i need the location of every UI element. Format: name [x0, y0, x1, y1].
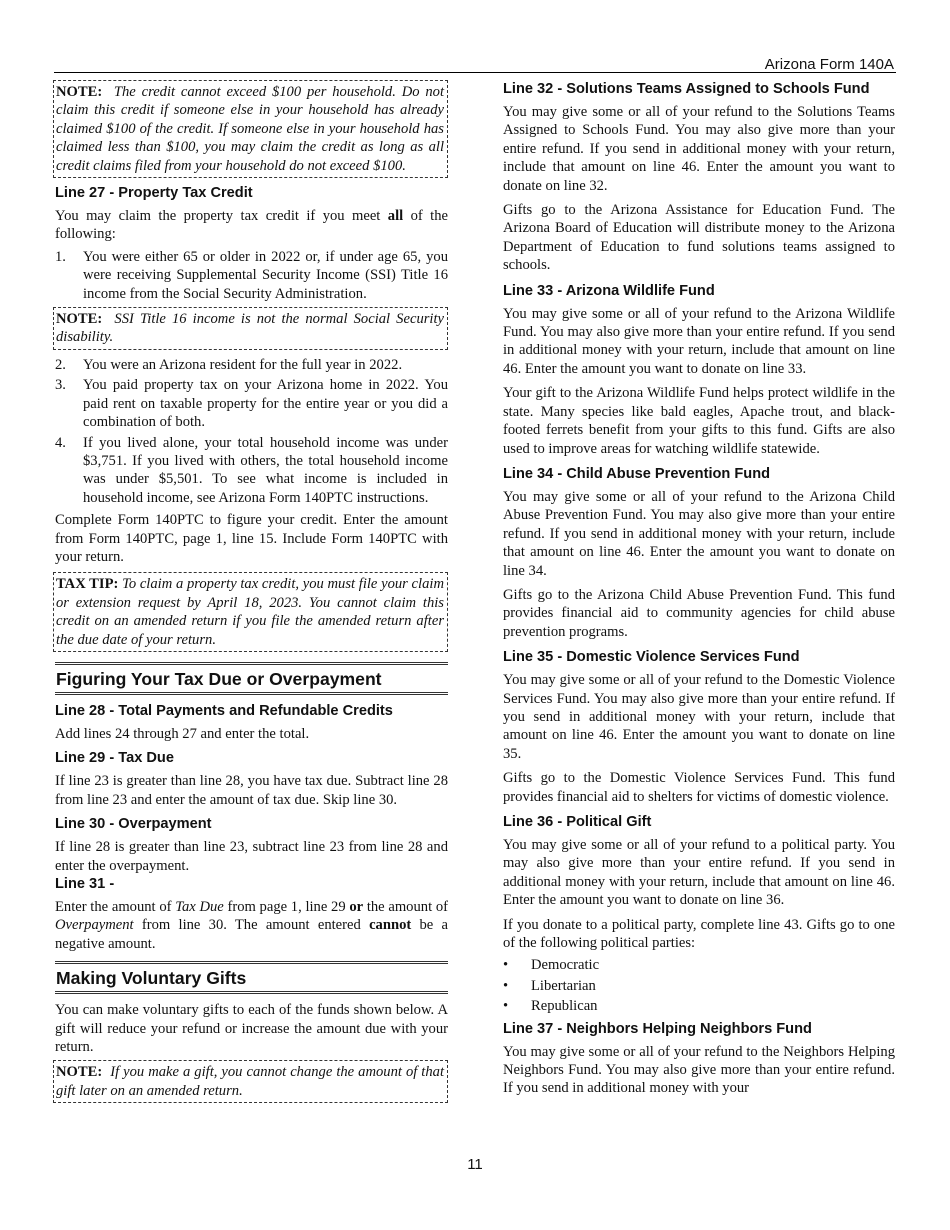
section-heading-tax-due: Figuring Your Tax Due or Overpayment	[55, 662, 448, 695]
line-35-heading: Line 35 - Domestic Violence Services Fund	[503, 649, 800, 666]
left-column	[55, 80, 448, 1109]
list-item: 1. You were either 65 or older in 2022 or, if under age 65, you were receiving Supplemental Security Income (SSI) Title 16 income from the Social Security Administration.	[55, 248, 448, 302]
tax-tip-box: TAX TIP: To claim a property tax credit, you must file your claim or extension request by April 18, 2023. You cannot claim this credit on an amended return if you file the amended return after the due date of your return.	[53, 572, 448, 652]
list-item: • Republican	[503, 998, 598, 1015]
list-item: 3. You paid property tax on your Arizona home in 2022. You paid rent on taxable property for the entire year or you did a combination of both.	[55, 377, 448, 431]
line-34-text: You may give some or all of your refund to the Arizona Child Abuse Prevention Fund. You may also give more than your entire refund. If you send in additional money with your return, include that amount on line 46. Enter the amount you want to donate on line 34.	[503, 488, 895, 579]
line-30-heading: Line 30 - Overpayment	[55, 816, 212, 833]
list-item: • Libertarian	[503, 977, 596, 994]
line-35-text: You may give some or all of your refund to the Domestic Violence Services Fund. You may also give more than your entire refund. If you send in additional money with your return, include that amount on line 46. Enter the amount you want to donate on line 35.	[503, 672, 895, 762]
line-32-text: You may give some or all of your refund to the Solutions Teams Assigned to Schools Fund. You may also give more than your entire refund. If you send in additional money with your return, include that amount on line 46. Enter the amount you want to donate on line 32.	[503, 104, 895, 194]
property-tax-requirements	[55, 248, 448, 303]
line-31-heading: Line 31 -	[55, 876, 115, 892]
line-27-heading: Line 27 - Property Tax Credit	[55, 185, 253, 202]
line-29-heading: Line 29 - Tax Due	[55, 750, 174, 767]
line-33-text: You may give some or all of your refund to the Arizona Wildlife Fund. You may also give more than your entire refund. If you send in additional money with your return, include that amount on line 46. Enter the amount you want to donate on line 33.	[503, 305, 895, 377]
header-rule	[54, 72, 896, 73]
property-tax-requirements-cont	[55, 356, 448, 507]
note-credit-limit: NOTE: The credit cannot exceed $100 per household. Do not claim this credit if someone else in your household has already claimed $100 of the credit. If someone else in your household has claimed less than $100, you may claim the credit as long as all credit claims filed from your household do not exceed $100.	[53, 80, 448, 178]
line-35-gifts: Gifts go to the Domestic Violence Services Fund. This fund provides financial aid to shelters for victims of domestic violence.	[503, 770, 895, 805]
section-heading-voluntary-gifts: Making Voluntary Gifts	[55, 961, 448, 994]
line-36-text: You may give some or all of your refund to a political party. You may also give more than your entire refund. If you send in additional money with your return, include that amount on line 46. Enter the amount you want to donate on line 36.	[503, 837, 895, 909]
list-item: 2. You were an Arizona resident for the full year in 2022.	[55, 356, 403, 373]
line-28-text: Add lines 24 through 27 and enter the total.	[55, 725, 310, 742]
line-33-heading: Line 33 - Arizona Wildlife Fund	[503, 282, 715, 299]
line-27-complete: Complete Form 140PTC to figure your credit. Enter the amount from Form 140PTC, page 1, line 15. Include Form 140PTC with your return.	[55, 512, 448, 565]
page-number: 11	[467, 1156, 483, 1173]
line-32-heading: Line 32 - Solutions Teams Assigned to Schools Fund	[503, 81, 870, 97]
form-header: Arizona Form 140A	[764, 56, 894, 73]
line-34-gifts: Gifts go to the Arizona Child Abuse Prevention Fund. This fund provides financial aid to community agencies for child abuse prevention programs.	[503, 586, 895, 640]
line-31-text: Enter the amount of Tax Due from page 1, line 29 or the amount of Overpayment from line 30. The amount entered cannot be a negative amount.	[55, 899, 449, 952]
gifts-intro: You can make voluntary gifts to each of the funds shown below. A gift will reduce your refund or increase the amount due with your return.	[55, 1002, 448, 1056]
note-gift-amended: NOTE: If you make a gift, you cannot change the amount of that gift later on an amended return.	[53, 1060, 448, 1103]
line-36-heading: Line 36 - Political Gift	[503, 814, 652, 830]
list-item: • Democratic	[503, 957, 600, 974]
line-34-heading: Line 34 - Child Abuse Prevention Fund	[503, 465, 771, 482]
line-37-heading: Line 37 - Neighbors Helping Neighbors Fund	[503, 1020, 812, 1037]
line-33-gifts: Your gift to the Arizona Wildlife Fund helps protect wildlife in the state. Many species like bald eagles, Apache trout, and black-footed ferrets benefit from your gifts to this fund. Gifts are also used to improve areas for watching wildlife statewide.	[503, 385, 895, 457]
line-37-text: You may give some or all of your refund to the Neighbors Helping Neighbors Fund. You may also give more than your entire refund. If you send in additional money with your	[503, 1043, 895, 1097]
list-item: 4. If you lived alone, your total household income was under $3,751. If you lived with others, the total household income was under $5,501. To see what income is included in household income, see Arizona Form 140PTC instructions.	[55, 434, 448, 506]
right-column	[503, 80, 895, 1102]
line-36-parties-intro: If you donate to a political party, complete line 43. Gifts go to one of the following political parties:	[503, 916, 895, 952]
note-ssi: NOTE: SSI Title 16 income is not the normal Social Security disability.	[53, 307, 448, 350]
line-27-intro: You may claim the property tax credit if you meet all of the following:	[55, 208, 448, 243]
line-28-heading: Line 28 - Total Payments and Refundable Credits	[55, 702, 393, 719]
political-parties-list	[503, 956, 895, 1015]
line-30-text: If line 28 is greater than line 23, subtract line 23 from line 28 and enter the overpayment.	[55, 839, 448, 874]
line-32-gifts: Gifts go to the Arizona Assistance for Education Fund. The Arizona Board of Education will distribute money to the Arizona Department of Education to fund solutions teams assigned to schools.	[503, 202, 895, 274]
line-29-text: If line 23 is greater than line 28, you have tax due. Subtract line 28 from line 23 and enter the amount of tax due. Skip line 30.	[55, 773, 448, 808]
